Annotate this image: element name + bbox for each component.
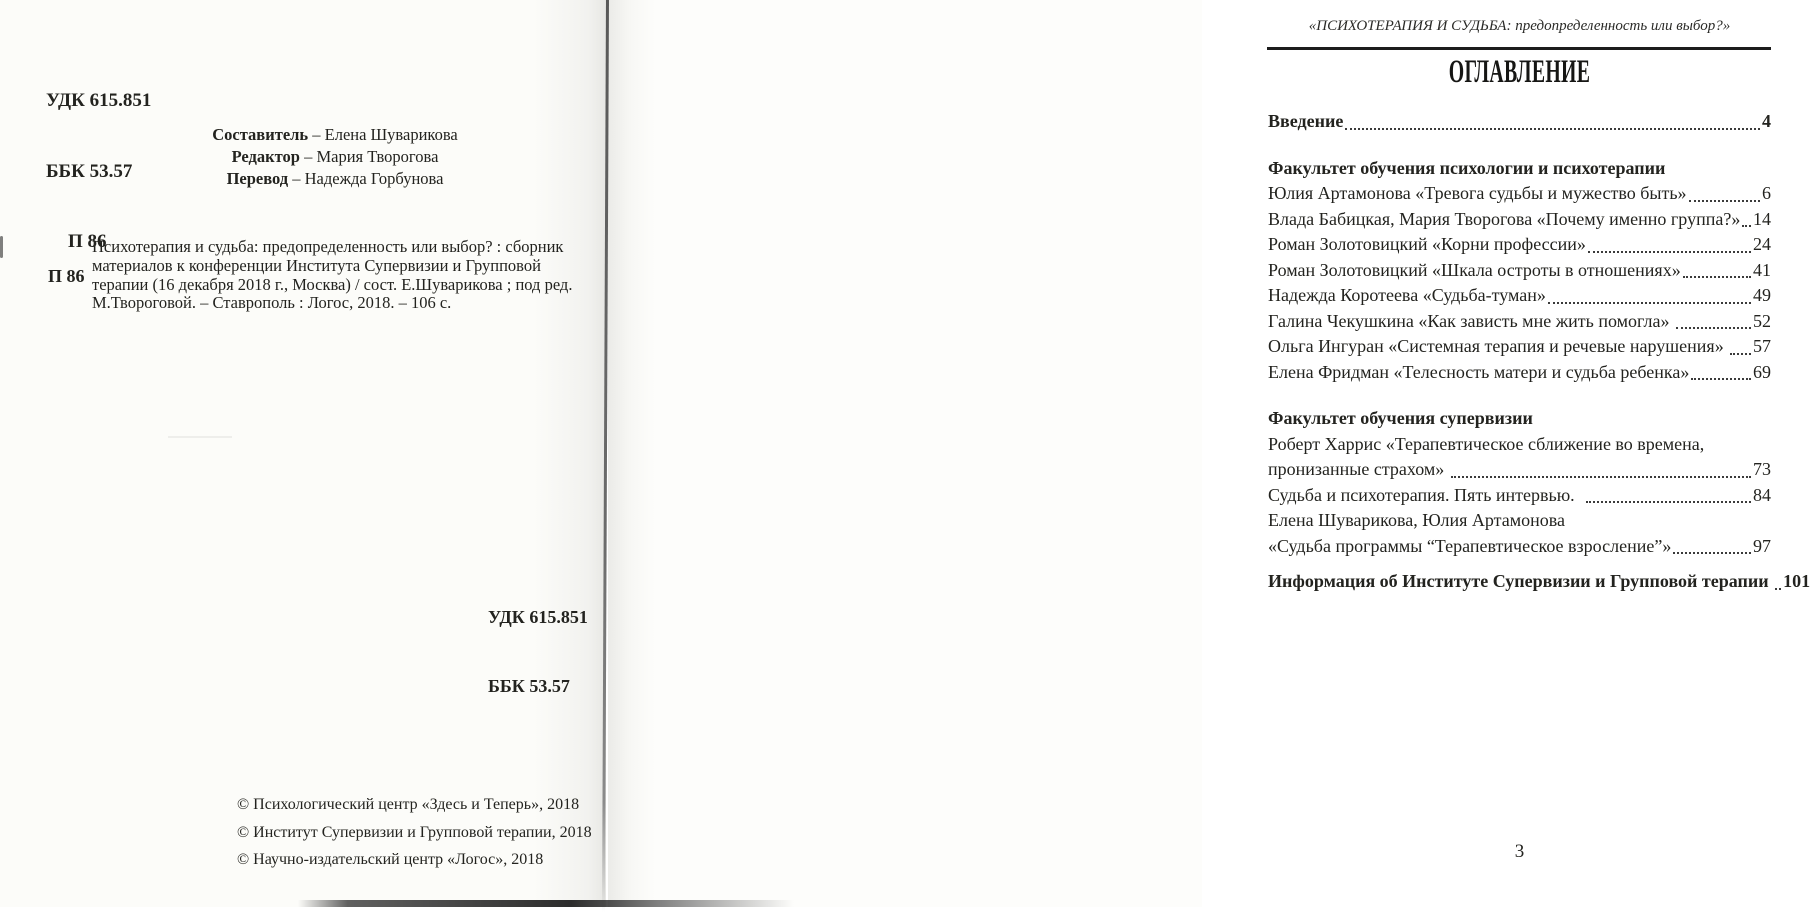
toc-entry-page: 49 [1753,285,1771,305]
page-number: 3 [1514,841,1525,862]
toc-entry [1268,508,1771,534]
toc-entry-page: 97 [1753,535,1771,556]
dot-leader [1451,476,1751,478]
credit-person: – Надежда Горбунова [288,169,444,188]
dot-leader [1345,128,1760,130]
toc-entry-title: Юлия Артамонова «Тревога судьбы и мужество быть» [1268,183,1687,203]
left-page-imprint [0,0,606,907]
udk-code-bottom: УДК 615.851 [488,607,588,627]
toc-entry-page: 41 [1753,259,1771,280]
toc-entry-title: Влада Бабицкая, Мария Творогова «Почему именно группа?» [1268,208,1741,229]
copyright-line: © Научно-издательский центр «Логос», 2018 [237,851,544,868]
credit-line [95,168,575,190]
classification-codes-bottom [488,560,588,744]
toc-entry-title: Информация об Институте Супервизии и Групповой терапии [1268,571,1774,591]
credit-line [95,124,575,146]
credits-block [95,124,575,190]
toc-entry-page: 52 [1753,310,1771,331]
table-of-contents [1268,109,1810,595]
dot-leader [1683,276,1751,278]
bbk-code: ББК 53.57 [46,160,133,182]
bbk-code-bottom: ББК 53.57 [488,676,570,696]
toc-entry [1268,334,1771,360]
dot-leader [1689,200,1760,202]
toc-entry [1268,432,1771,458]
toc-entry-title: «Судьба программы “Терапевтическое взросление”» [1268,535,1672,556]
toc-entry-title: Галина Чекушкина «Как зависть мне жить помогла» [1268,310,1674,331]
toc-entry [1268,283,1771,309]
toc-entry-page: 57 [1753,336,1771,356]
toc-entry-title: Роман Золотовицкий «Корни профессии» [1268,234,1586,254]
right-page-contents [608,0,1810,907]
dot-leader [1742,225,1751,227]
toc-entry [1268,534,1771,560]
copyright-line: © Институт Супервизии и Групповой терапии, 2018 [237,823,592,841]
credit-role: Редактор [231,147,300,166]
header-rule [1267,47,1771,50]
toc-entry [1268,457,1771,483]
toc-entry-title: Ольга Ингуран «Системная терапия и речевые нарушения» [1268,336,1729,356]
toc-entry [1268,232,1771,258]
toc-entry-title: Елена Фридман «Телесность матери и судьба ребенка» [1268,361,1690,382]
toc-entry-page: 14 [1753,208,1771,229]
toc-entry-page: 73 [1753,459,1771,479]
dot-leader [1691,378,1751,380]
copyright-line: © Психологический центр «Здесь и Теперь», 2018 [237,796,580,813]
toc-entry-title: Роберт Харрис «Терапевтическое сближение во времена, [1268,433,1705,454]
copyright-block [237,791,592,874]
dot-leader [1548,302,1751,304]
toc-entry-page: 69 [1753,361,1771,382]
toc-entry-title: Роман Золотовицкий «Шкала остроты в отношениях» [1268,259,1681,280]
toc-entry [1268,181,1771,207]
catalog-card-annotation: Психотерапия и судьба: предопределенность или выбор? : сборник материалов к конференции Института Супервизии и Групповой терапии (16 декабря 2018 г., Москва) / сост. Е.Шуварикова ; под ред. М.Твороговой. – Ставрополь : Логос, 2018. – 106 с. [92,237,573,313]
toc-entry [1268,360,1771,386]
toc-entry [1268,309,1771,335]
credit-person: – Елена Шуварикова [308,125,458,144]
credit-person: – Мария Творогова [299,147,439,166]
toc-entry-page: 6 [1762,183,1771,203]
udk-code: УДК 615.851 [46,90,152,111]
dot-leader [1676,327,1751,329]
toc-entry-title: пронизанные страхом» [1268,459,1449,479]
toc-entry-title: Факультет обучения супервизии [1268,408,1533,428]
scan-edge-mark [0,236,3,258]
dot-leader [1775,588,1781,590]
author-sign-code: П 86 [68,231,107,252]
toc-entry-title: Судьба и психотерапия. Пять интервью. [1268,484,1584,505]
toc-section-heading [1268,406,1771,432]
credit-role: Перевод [226,169,289,188]
toc-entry-page: 4 [1762,111,1771,131]
toc-entry [1268,258,1771,284]
credit-line [95,146,575,168]
toc-entry-title: Введение [1268,111,1344,131]
toc-section-heading [1268,156,1771,182]
toc-entry [1268,569,1810,595]
catalog-card-code: П 86 [48,266,85,286]
credit-role: Составитель [212,125,309,144]
toc-entry-title: Факультет обучения психологии и психотерапии [1268,157,1666,178]
scan-artifact [168,436,232,438]
toc-entry [1268,483,1771,509]
toc-entry-page: 101 [1783,571,1810,591]
scan-bottom-edge [298,900,794,907]
dot-leader [1673,552,1751,554]
toc-entry-title: Елена Шуварикова, Юлия Артамонова [1268,510,1565,530]
toc-entry [1268,109,1771,135]
page-title: ОГЛАВЛЕНИЕ [1448,54,1591,90]
dot-leader [1588,251,1751,253]
toc-entry [1268,207,1771,233]
toc-entry-page: 84 [1753,484,1771,505]
running-header: «ПСИХОТЕРАПИЯ И СУДЬБА: предопределенность или выбор?» [1308,18,1731,34]
toc-entry-page: 24 [1753,234,1771,254]
dot-leader [1730,353,1751,355]
dot-leader [1586,501,1751,503]
toc-entry-title: Надежда Коротеева «Судьба-туман» [1268,285,1546,305]
